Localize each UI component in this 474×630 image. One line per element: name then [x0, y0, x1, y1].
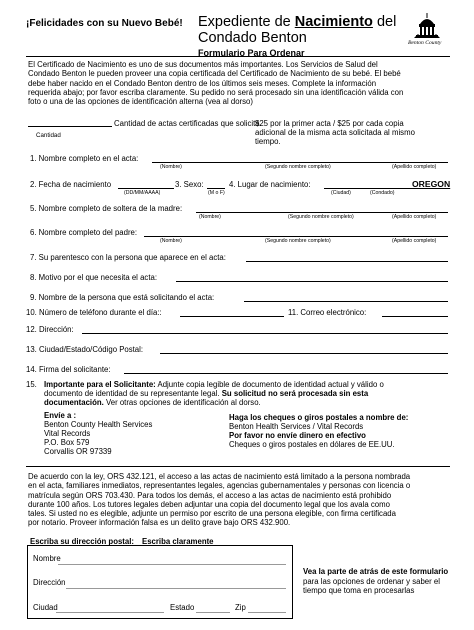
field-15-number: 15.: [26, 380, 37, 389]
field-4-label: 4. Lugar de nacimiento:: [229, 180, 311, 189]
mailing-name-input[interactable]: [58, 564, 286, 565]
field-15-line1: Importante para el Solicitante: Adjunte copia legible de documento de identidad actual y válido o: [44, 380, 384, 389]
price-info-3: tiempo.: [255, 137, 281, 146]
field-3-label: 3. Sexo:: [175, 180, 204, 189]
address-input[interactable]: [82, 333, 448, 334]
f6-sub-first: (Nombre): [160, 238, 182, 244]
legal-divider: [26, 466, 450, 467]
price-info-2: adicional de la misma acta solicitada al mismo: [255, 128, 415, 137]
county-logo: [410, 10, 444, 50]
birth-date-input[interactable]: [118, 188, 174, 189]
mailing-heading: Escriba su dirección postal:: [30, 537, 134, 546]
quantity-field[interactable]: [28, 126, 112, 127]
field-5-label: 5. Nombre completo de soltera de la madre:: [30, 204, 183, 213]
field-15-line3: documentación. Ver otras opciones de identificación al dorso.: [44, 398, 261, 407]
mailing-address-input[interactable]: [66, 588, 286, 589]
phone-input[interactable]: [180, 316, 284, 317]
header-divider: [26, 56, 450, 57]
f6-sub-middle: (Segundo nombre completo): [265, 238, 331, 244]
payment-line-2: Por favor no envíe dinero en efectivo: [229, 431, 366, 440]
birth-state-value: OREGON: [412, 179, 451, 189]
field-9-label: 9. Nombre de la persona que está solicitando el acta:: [30, 293, 215, 302]
full-name-input[interactable]: [152, 162, 448, 163]
logo-text: Benton County: [408, 40, 442, 46]
send-title: Envíe a :: [44, 411, 77, 420]
send-line-2: Vital Records: [44, 429, 91, 438]
f4-sub-city: (Ciudad): [331, 190, 351, 196]
back-note-line-1: para las opciones de ordenar y saber el: [303, 577, 440, 586]
reason-input[interactable]: [176, 281, 448, 282]
field-1-label: 1. Nombre completo en el acta:: [30, 154, 139, 163]
legal-paragraph: De acuerdo con la ley, ORS 432.121, el acceso a las actas de nacimiento está limitado a la persona nombrada en el acta, familiares inmediatos, representantes legales, agencias gubernamentales y personas con licencia o matrícula según ORS 703.430. Para todos los demás, el acceso a las actas de nacimiento está prohibido durante 100 años. Los tutores legales deben adjuntar una copia del documento legal que los avala como tales. Si usted no es elegible, adjunte un permiso por escrito de una persona elegible, con firma certificada por notario. Proveer información falsa es un delito grave bajo ORS 432.900.: [28, 472, 411, 528]
mother-name-input[interactable]: [196, 212, 448, 213]
back-note-title: Vea la parte de atrás de este formulario: [303, 567, 449, 576]
field-7-label: 7. Su parentesco con la persona que aparece en el acta:: [30, 253, 226, 262]
form-subtitle: Formulario Para Ordenar: [198, 48, 305, 58]
mailing-name-label: Nombre: [33, 554, 61, 563]
field-10-label: 10. Número de teléfono durante el día::: [26, 308, 162, 317]
field-12-label: 12. Dirección:: [26, 325, 74, 334]
quantity-label: Cantidad de actas certificadas que solicita.: [114, 119, 262, 128]
requester-name-input[interactable]: [244, 301, 448, 302]
form-title-line2: Condado Benton: [198, 30, 307, 46]
f1-sub-middle: (Segundo nombre completo): [265, 164, 331, 170]
f5-sub-last: (Apellido completo): [392, 214, 437, 220]
sex-input[interactable]: [207, 188, 225, 189]
mailing-zip-label: Zip: [235, 603, 246, 612]
mailing-state-label: Estado: [170, 603, 195, 612]
f5-sub-first: (Nombre): [199, 214, 221, 220]
mailing-heading-clear: Escriba claramente: [142, 537, 214, 546]
field-15-line2: documento de identidad de su representante legal. Su solicitud no será procesada sin esta: [44, 389, 369, 398]
intro-paragraph: El Certificado de Nacimiento es uno de sus documentos más importantes. Los Servicios de Salud del Condado Benton le pueden proveer una copia certificada del Certificado de Nacimiento de su bebé. El bebé debe haber nacido en el Condado Benton dentro de los últimos seis meses. Complete la información requerida abajo; por favor escriba claramente. Su pedido no será procesado sin una identificación válida con foto o una de las opciones de identificación alterna (vea al dorso): [28, 60, 404, 107]
email-input[interactable]: [382, 316, 448, 317]
send-line-1: Benton County Health Services: [44, 420, 153, 429]
mailing-address-box: [27, 545, 293, 619]
congrats-heading: ¡Felicidades con su Nuevo Bebé!: [26, 18, 183, 29]
f6-sub-last: (Apellido completo): [392, 238, 437, 244]
f1-sub-last: (Apellido completo): [392, 164, 437, 170]
f4-sub-county: (Condado): [370, 190, 395, 196]
field-14-label: 14. Firma del solicitante:: [26, 365, 111, 374]
field-6-label: 6. Nombre completo del padre:: [30, 228, 138, 237]
quantity-sublabel: Cantidad: [36, 132, 61, 139]
field-11-label: 11. Correo electrónico:: [288, 308, 367, 317]
mailing-zip-input[interactable]: [248, 612, 286, 613]
f1-sub-first: (Nombre): [160, 164, 182, 170]
payment-title: Haga los cheques o giros postales a nombre de:: [229, 413, 409, 422]
back-note-line-2: tiempo que toma en procesarlas: [303, 586, 415, 595]
form-title: Expediente de Nacimiento del: [198, 14, 397, 30]
mailing-city-label: Ciudad: [33, 603, 58, 612]
f5-sub-middle: (Segundo nombre completo): [288, 214, 354, 220]
payment-line-3: Cheques o giros postales en dólares de EE.UU.: [229, 440, 395, 449]
field-13-label: 13. Ciudad/Estado/Código Postal:: [26, 345, 144, 354]
mailing-city-input[interactable]: [56, 612, 164, 613]
field-8-label: 8. Motivo por el que necesita el acta:: [30, 273, 157, 282]
payment-line-1: Benton Health Services / Vital Records: [229, 422, 364, 431]
send-line-3: P.O. Box 579: [44, 438, 90, 447]
father-name-input[interactable]: [144, 236, 448, 237]
send-line-4: Corvallis OR 97339: [44, 447, 112, 456]
mailing-state-input[interactable]: [196, 612, 230, 613]
f2-sub: (DD/MM/AAAA): [124, 190, 161, 196]
field-2-label: 2. Fecha de nacimiento: [30, 180, 112, 189]
price-info-1: $25 por la primer acta / $25 por cada copia: [255, 119, 404, 128]
mailing-address-label: Dirección: [33, 578, 66, 587]
signature-input[interactable]: [124, 373, 448, 374]
f3-sub: (M o F): [208, 190, 225, 196]
relationship-input[interactable]: [246, 261, 448, 262]
city-state-zip-input[interactable]: [160, 353, 448, 354]
